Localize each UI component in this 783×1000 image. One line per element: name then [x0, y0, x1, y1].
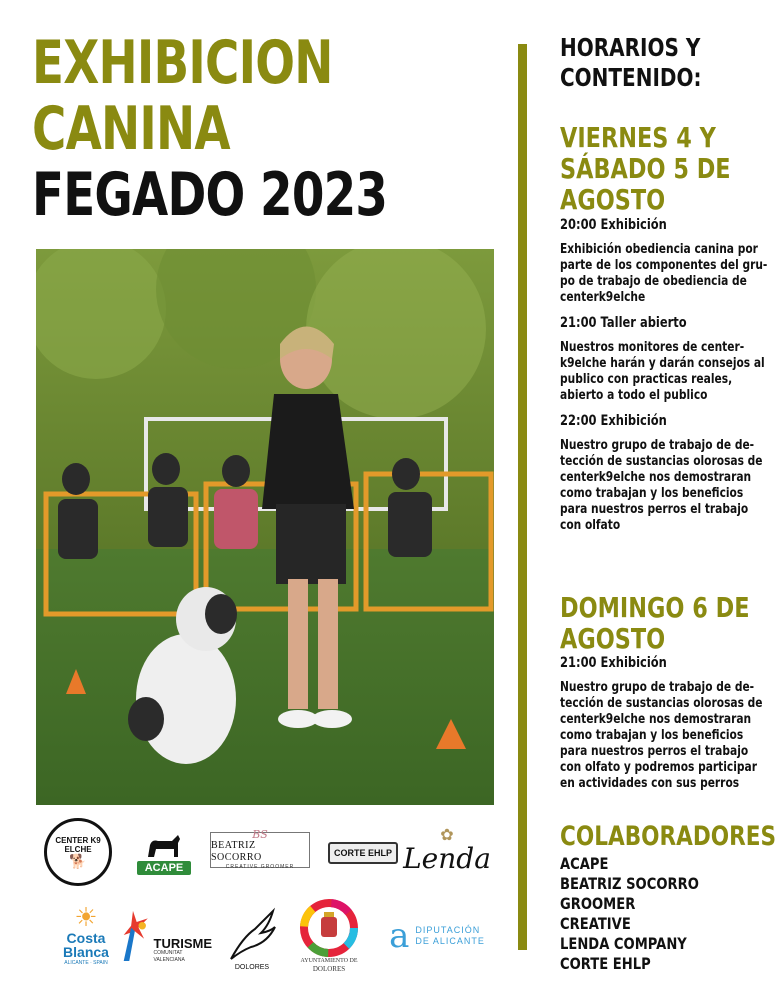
event-desc-line: parte de los componentes del gru- [560, 258, 768, 273]
vertical-divider [518, 44, 527, 950]
corte-ehlp-text: CORTE EHLP [333, 848, 392, 858]
lenda-text: Lenda [403, 842, 491, 875]
event-time: 22:00 Exhibición [560, 413, 667, 429]
beatriz-sub: CREATIVE GROOMER [225, 864, 295, 870]
collaborators-list [560, 854, 783, 974]
acape-logo [126, 818, 202, 888]
event-desc-line: como trabajan y los beneficios [560, 728, 744, 743]
event-desc-line: con olfato y podremos participar [560, 760, 757, 775]
collaborator-item: CORTE EHLP [560, 954, 651, 973]
beatriz-name: BEATRIZ SOCORRO [211, 840, 262, 863]
event-time: 20:00 Exhibición [560, 217, 667, 233]
sdg-wheel-icon [300, 899, 358, 957]
schedule-heading [560, 33, 783, 93]
day1-event-3 [560, 413, 783, 430]
event-time: 21:00 Exhibición [560, 655, 667, 671]
schedule-heading-line-2: CONTENIDO: [560, 63, 702, 92]
center-k9-elche-logo [44, 818, 112, 886]
day1-heading [560, 122, 783, 215]
diputacion-line-2: DE ALICANTE [415, 936, 485, 946]
turisme-sub: COMUNITAT VALENCIANA [153, 949, 185, 963]
corte-ehlp-logo [328, 842, 398, 864]
event-desc-line: en actividades con sus perros [560, 776, 740, 791]
diputacion-line-1: DIPUTACIÓN [415, 925, 481, 935]
sun-icon: ☀ [74, 902, 98, 932]
day1-event-2 [560, 315, 783, 332]
lenda-logo [402, 820, 492, 882]
day2-event-1 [560, 655, 783, 672]
day1-event-2-desc [560, 340, 783, 404]
turisme-star-icon [120, 905, 152, 965]
day1-event-3-desc [560, 438, 783, 534]
day1-heading-line-1: VIERNES 4 Y [560, 121, 716, 154]
day1-event-1 [560, 217, 783, 234]
costa-line-1: Costa [66, 930, 106, 946]
day2-heading-line-1: DOMINGO 6 DE [560, 591, 750, 624]
acape-logo-text: ACAPE [137, 861, 192, 875]
poster-title [32, 30, 387, 228]
event-desc-line: po de trabajo de obediencia de [560, 274, 747, 289]
event-desc-line: como trabajan y los beneficios [560, 486, 744, 501]
beatriz-socorro-logo [210, 828, 310, 870]
event-desc-line: centerk9elche nos demostraran [560, 712, 752, 727]
collaborator-item: CREATIVE [560, 914, 631, 933]
collaborators-heading: COLABORADORES [560, 821, 777, 852]
turisme-text: TURISME [153, 935, 212, 951]
diputacion-a-icon: a [389, 916, 410, 956]
day2-heading-line-2: AGOSTO [560, 622, 666, 655]
event-desc-line: centerk9elche nos demostraran [560, 470, 752, 485]
event-desc-line: Nuestro grupo de trabajo de de- [560, 680, 755, 695]
event-time: 21:00 Taller abierto [560, 315, 687, 331]
event-desc-line: tección de sustancias olorosas de [560, 696, 763, 711]
dolores-logo [220, 904, 284, 974]
event-photo [36, 249, 494, 805]
ayto-line-1: AYUNTAMIENTO DE [300, 958, 358, 964]
day2-event-1-desc [560, 680, 783, 792]
event-desc-line: publico con practicas reales, [560, 372, 733, 387]
dolores-bird-icon [225, 907, 279, 963]
event-desc-line: para nuestros perros el trabajo [560, 502, 749, 517]
event-desc-line: Exhibición obediencia canina por [560, 242, 758, 257]
collaborator-item: BEATRIZ SOCORRO GROOMER [560, 874, 699, 913]
title-line-3: FEGADO 2023 [32, 160, 388, 230]
dog-silhouette-icon [144, 831, 184, 861]
day2-heading [560, 592, 783, 654]
center-k9-logo-text: CENTER K9 ELCHE [55, 836, 101, 854]
title-line-2: CANINA [32, 94, 230, 164]
event-desc-line: para nuestros perros el trabajo [560, 744, 749, 759]
event-desc-line: abierto a todo el publico [560, 388, 708, 403]
event-desc-line: tección de sustancias olorosas de [560, 454, 763, 469]
collaborator-item: ACAPE [560, 854, 609, 873]
ayto-line-2: DOLORES [312, 965, 346, 973]
day1-event-1-desc [560, 242, 783, 306]
dog-icon: 🐕 [69, 853, 87, 869]
event-desc-line: Nuestro grupo de trabajo de de- [560, 438, 755, 453]
dolores-text: DOLORES [234, 963, 270, 971]
day1-heading-line-2: SÁBADO 5 DE [560, 152, 731, 185]
collaborators [560, 822, 783, 852]
event-desc-line: centerk9elche [560, 290, 646, 305]
title-line-1: EXHIBICION [32, 28, 333, 98]
photo-illustration [36, 249, 494, 805]
day1-heading-line-3: AGOSTO [560, 183, 666, 216]
costa-sub: ALICANTE · SPAIN [64, 960, 108, 966]
event-desc-line: k9elche harán y darán consejos al [560, 356, 765, 371]
costa-blanca-logo [56, 896, 116, 974]
ayuntamiento-dolores-logo [292, 892, 366, 980]
collaborator-item: LENDA COMPANY [560, 934, 687, 953]
turisme-cv-logo [120, 900, 212, 970]
event-desc-line: con olfato [560, 518, 621, 533]
diputacion-alicante-logo [382, 916, 492, 956]
schedule-heading-line-1: HORARIOS Y [560, 33, 701, 62]
beatriz-initials: BS [252, 828, 268, 841]
event-desc-line: Nuestros monitores de center- [560, 340, 745, 355]
flower-icon: ✿ [440, 827, 454, 844]
costa-line-2: Blanca [63, 944, 109, 960]
